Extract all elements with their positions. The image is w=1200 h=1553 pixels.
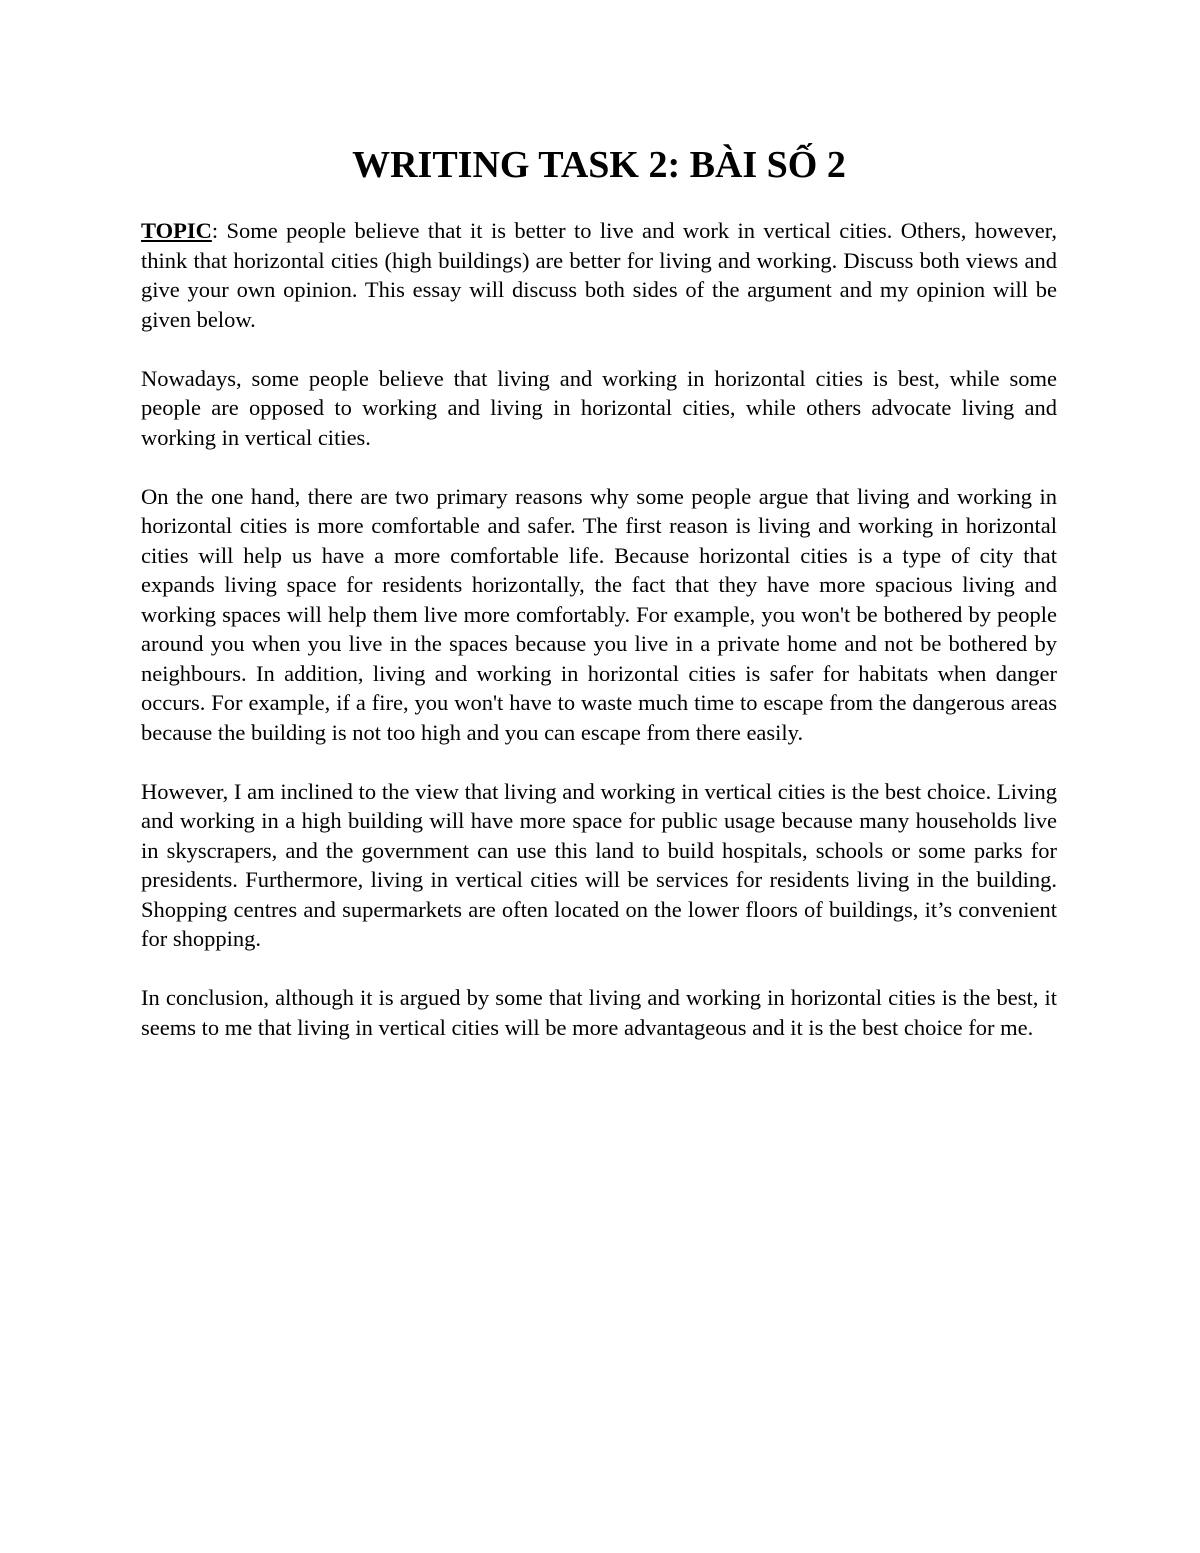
topic-paragraph xyxy=(141,216,1057,334)
body-paragraph-vertical: However, I am inclined to the view that living and working in vertical cities is the best choice. Living and working in a high building will have more space for public usage because many households live in skyscrapers, and the government can use this land to build hospitals, schools or some parks for presidents. Furthermore, living in vertical cities will be services for residents living in the building. Shopping centres and supermarkets are often located on the lower floors of buildings, it’s convenient for shopping. xyxy=(141,778,1057,951)
topic-text: Some people believe that it is better to live and work in vertical cities. Others, however, think that horizontal cities (high buildings) are better for living and working. Discuss both views and give your own opinion. This essay will discuss both sides of the argument and my opinion will be given below. xyxy=(141,218,1057,332)
intro-paragraph: Nowadays, some people believe that living and working in horizontal cities is best, while some people are opposed to working and living in horizontal cities, while others advocate living and working in vertical cities. xyxy=(141,365,1057,450)
body-paragraph-horizontal: On the one hand, there are two primary reasons why some people argue that living and working in horizontal cities is more comfortable and safer. The first reason is living and working in horizontal cities will help us have a more comfortable life. Because horizontal cities is a type of city that expands living space for residents horizontally, the fact that they have more spacious living and working spaces will help them live more comfortably. For example, you won't be bothered by people around you when you live in the spaces because you live in a private home and not be bothered by neighbours. In addition, living and working in horizontal cities is safer for habitats when danger occurs. For example, if a fire, you won't have to waste much time to escape from the dangerous areas because the building is not too high and you can escape from there easily. xyxy=(141,483,1057,745)
conclusion-paragraph: In conclusion, although it is argued by some that living and working in horizontal cities is the best, it seems to me that living in vertical cities will be more advantageous and it is the best choice for me. xyxy=(141,985,1057,1040)
document-title: WRITING TASK 2: BÀI SỐ 2 xyxy=(352,144,846,186)
document-page xyxy=(141,140,1057,1042)
topic-label: TOPIC xyxy=(141,218,212,243)
topic-separator: : xyxy=(211,218,219,243)
